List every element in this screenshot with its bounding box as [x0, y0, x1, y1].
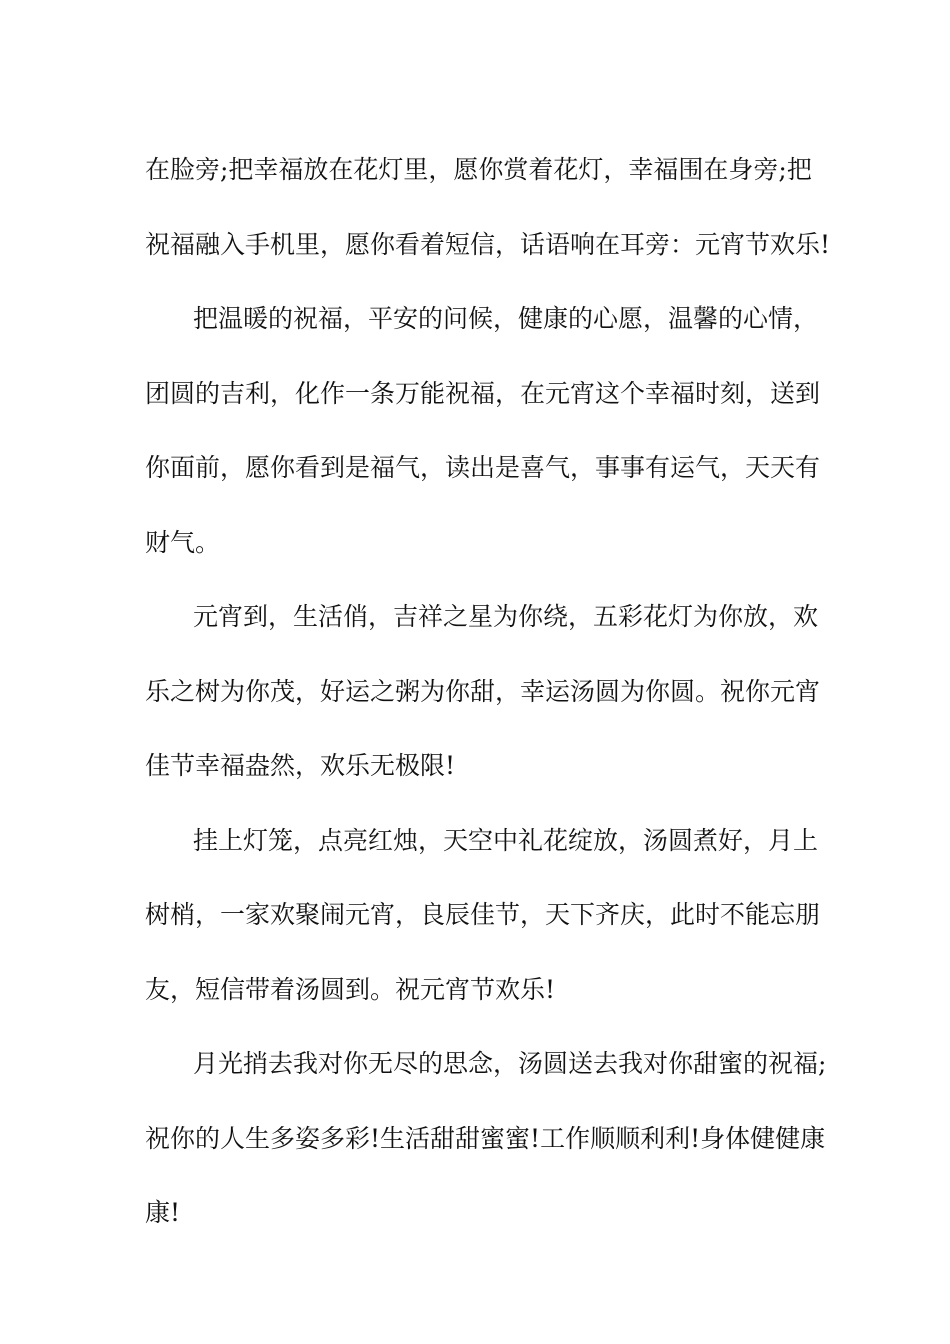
paragraph-first-line: 把温暖的祝福，平安的问候，健康的心愿，温馨的心情， — [193, 304, 819, 333]
text-line: 财气。 — [145, 527, 221, 557]
text-line: 友，短信带着汤圆到。祝元宵节欢乐! — [145, 974, 556, 1004]
paragraph-first-line: 月光捎去我对你无尽的思念，汤圆送去我对你甜蜜的祝福; — [193, 1049, 827, 1078]
text-line: 佳节幸福盎然，欢乐无极限! — [145, 751, 456, 780]
text-line: 康! — [145, 1198, 181, 1227]
text-line: 树梢，一家欢聚闹元宵，良辰佳节，天下齐庆，此时不能忘朋 — [145, 900, 821, 929]
paragraph-first-line: 挂上灯笼，点亮红烛，天空中礼花绽放，汤圆煮好，月上 — [193, 825, 819, 855]
document-body — [145, 133, 831, 1251]
text-line: 祝福融入手机里，愿你看着短信，话语响在耳旁：元宵节欢乐! — [145, 229, 831, 259]
text-line: 你面前，愿你看到是福气，读出是喜气，事事有运气，天天有 — [145, 453, 821, 482]
text-line: 在脸旁;把幸福放在花灯里，愿你赏着花灯，幸福围在身旁;把 — [145, 155, 812, 184]
text-line: 乐之树为你茂，好运之粥为你甜，幸运汤圆为你圆。祝你元宵 — [145, 676, 821, 706]
paragraph-first-line: 元宵到，生活俏，吉祥之星为你绕，五彩花灯为你放，欢 — [193, 602, 819, 631]
text-line: 团圆的吉利，化作一条万能祝福，在元宵这个幸福时刻，送到 — [145, 378, 821, 408]
text-line: 祝你的人生多姿多彩!生活甜甜蜜蜜!工作顺顺利利!身体健健康 — [145, 1123, 826, 1153]
